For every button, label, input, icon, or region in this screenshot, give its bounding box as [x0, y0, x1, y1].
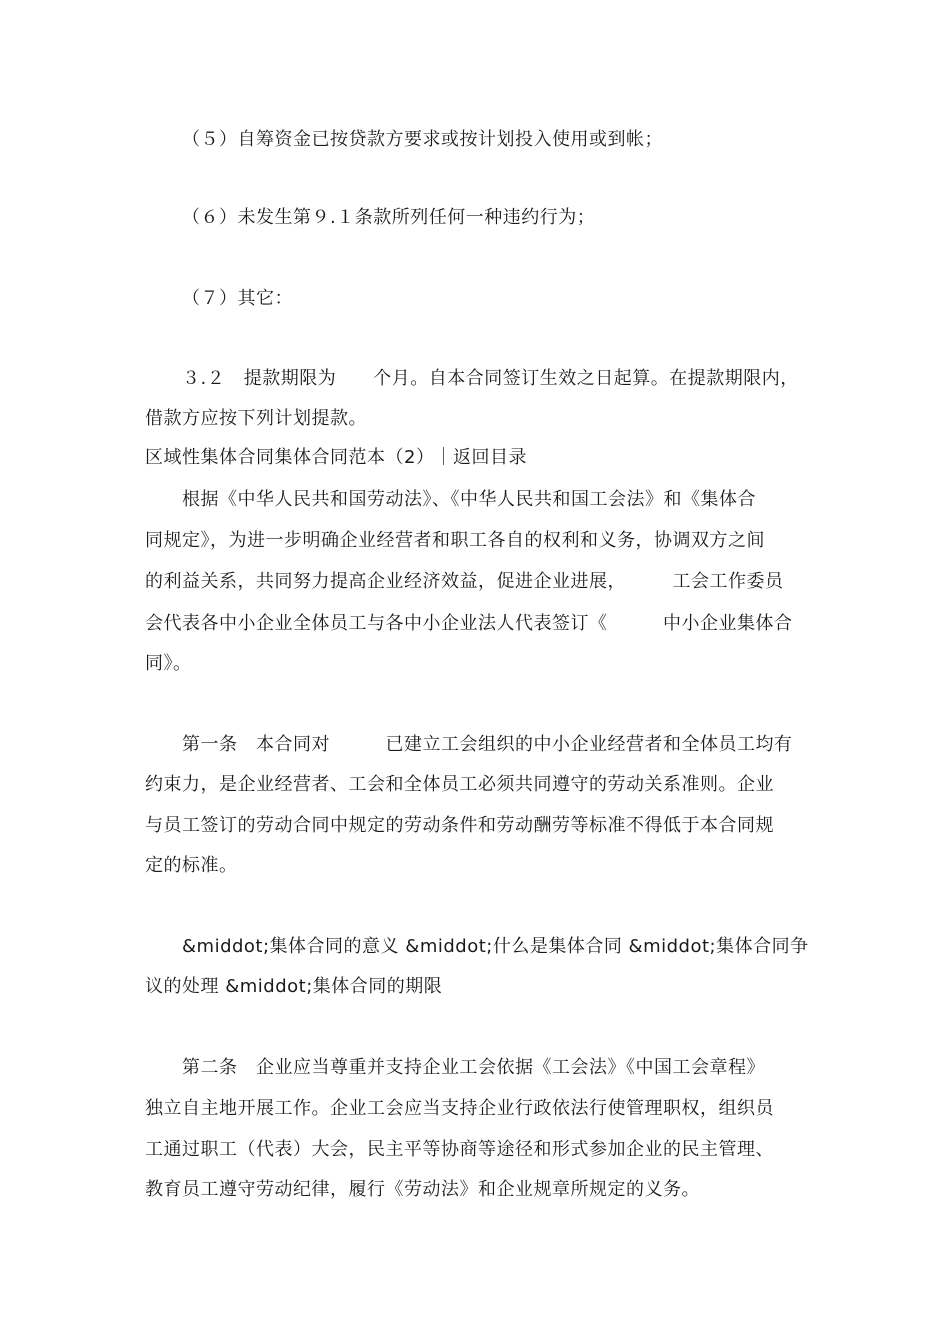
intro-line-1: 根据《中华人民共和国劳动法》、《中华人民共和国工会法》和《集体合	[182, 489, 756, 510]
intro-line-4: 会代表各中小企业全体员工与各中小企业法人代表签订《 中小企业集体合	[145, 613, 793, 634]
intro-line-3: 的利益关系，共同努力提高企业经济效益，促进企业进展， 工会工作委员	[145, 571, 784, 592]
article-2-line-2: 独立自主地开展工作。企业工会应当支持企业行政依法行使管理职权，组织员	[145, 1098, 774, 1119]
section-heading[interactable]: 区域性集体合同集体合同范本（2）｜返回目录	[145, 447, 527, 468]
item-5: （５）自筹资金已按贷款方要求或按计划投入使用或到帐；	[182, 129, 663, 150]
links-line-1[interactable]: &middot;集体合同的意义 &middot;什么是集体合同 &middot;集体合同争	[182, 936, 809, 957]
clause-3-2-line-1: ３.２ 提款期限为 个月。自本合同签订生效之日起算。在提款期限内，	[182, 368, 799, 389]
intro-line-2: 同规定》，为进一步明确企业经营者和职工各自的权利和义务，协调双方之间	[145, 530, 765, 551]
article-1-line-1: 第一条 本合同对 已建立工会组织的中小企业经营者和全体员工均有	[182, 734, 793, 755]
intro-line-5: 同》。	[145, 653, 192, 674]
item-6: （６）未发生第９.１条款所列任何一种违约行为；	[182, 207, 596, 228]
item-7: （７）其它：	[182, 288, 293, 309]
article-2-line-4: 教育员工遵守劳动纪律，履行《劳动法》和企业规章所规定的义务。	[145, 1179, 700, 1200]
article-1-line-3: 与员工签订的劳动合同中规定的劳动条件和劳动酬劳等标准不得低于本合同规	[145, 815, 774, 836]
clause-3-2-line-2: 借款方应按下列计划提款。	[145, 408, 367, 429]
article-1-line-2: 约束力，是企业经营者、工会和全体员工必须共同遵守的劳动关系准则。企业	[145, 774, 774, 795]
article-1-line-4: 定的标准。	[145, 855, 238, 876]
article-2-line-1: 第二条 企业应当尊重并支持企业工会依据《工会法》《中国工会章程》	[182, 1057, 765, 1078]
links-line-2[interactable]: 议的处理 &middot;集体合同的期限	[145, 976, 443, 997]
article-2-line-3: 工通过职工（代表）大会，民主平等协商等途径和形式参加企业的民主管理、	[145, 1139, 774, 1160]
